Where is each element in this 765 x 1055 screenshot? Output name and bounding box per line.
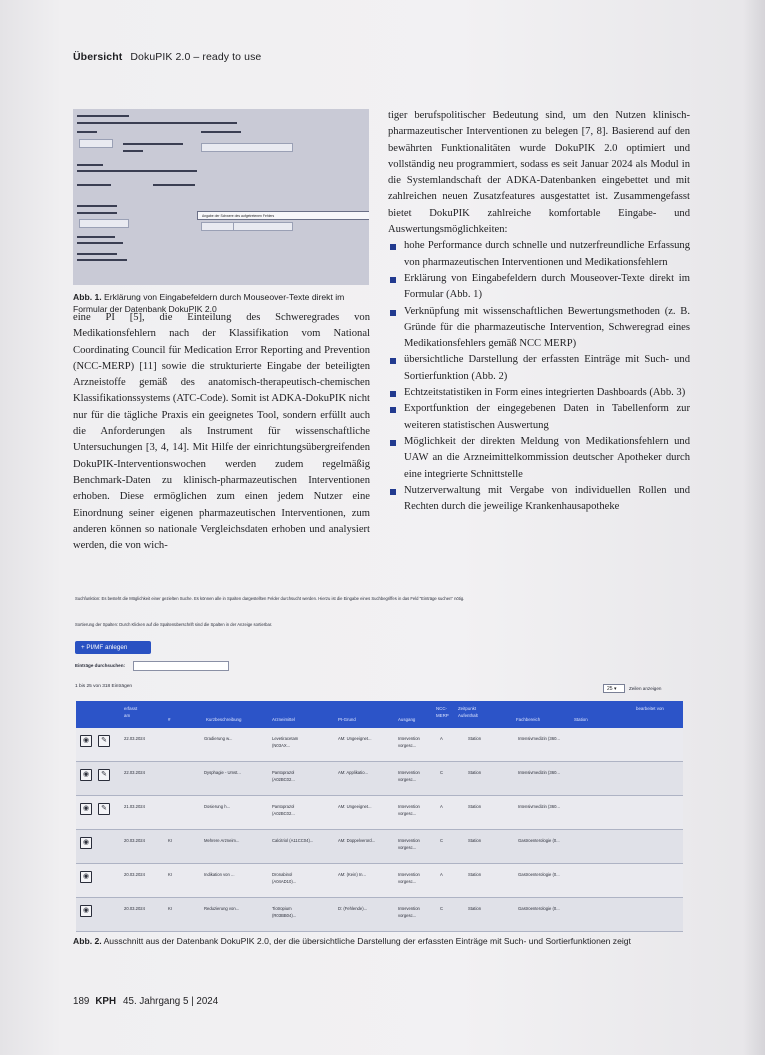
cell-ncc: C (440, 770, 444, 775)
body-paragraph: eine PI [5], die Einteilung des Schweregrades von Medikationsfehlern nach der Klassifikation vom National Coordinating Council für Medication Error Reporting and Prevention (NCC-MERP) [11] sowie die strukturierte Eingabe der beteiligten Arzneistoffe gemäß des anatomisch-therapeutisch-chemischen Klassifikationssystems (ATC-Code). Somit ist ADKA-DokuPIK nicht nur für die tägliche Praxis ein geeignetes Tool, sondern erfüllt auch die Anforderungen als Instrument für wissenschaftliche Untersuchungen [3, 4, 14]. Mit Hilfe der einrichtungsübergreifenden DokuPIK-Interventionswochen werden zudem regelmäßig Benchmark-Daten zu klinisch-pharmazeutischen Interventionen erhoben. Diese ermöglichen zum einen jedem Nutzer eine Einordnung seiner eigenen pharmazeutischen Interventionen, zum anderen können so nationale Vergleichsdaten erhoben und analysiert werden, die von wich- (73, 312, 370, 552)
figure-1-form-screenshot (73, 109, 369, 285)
view-icon[interactable]: ◉ (80, 769, 92, 781)
cell-flag: KI (168, 906, 172, 911)
cell-description: Dosierung h... (204, 804, 231, 809)
cell-department: Gastroenterologie (0... (518, 872, 560, 877)
edit-icon[interactable]: ✎ (98, 803, 110, 815)
issue-info: 45. Jahrgang 5 | 2024 (123, 996, 219, 1007)
cell-department: Gastroenterologie (0... (518, 906, 560, 911)
column-header[interactable]: erfasst am (124, 706, 138, 718)
cell-ncc: A (440, 872, 443, 877)
cell-stay: Station (468, 804, 482, 809)
entry-count: 1 bis 25 von 318 Einträgen (75, 684, 133, 689)
cell-ncc: C (440, 906, 444, 911)
cell-stay: Station (468, 838, 482, 843)
cell-date: 22.03.2024 (124, 736, 145, 741)
search-input[interactable] (133, 661, 229, 671)
cell-stay: Station (468, 906, 482, 911)
list-item: Echtzeitstatistiken in Form eines integrierten Dashboards (Abb. 3) (388, 385, 690, 401)
cell-drug: Calcitriol (A11CC04)... (272, 838, 314, 843)
view-icon[interactable]: ◉ (80, 871, 92, 883)
magazine-name: KPH (95, 996, 117, 1007)
cell-drug: Pantoprazol (A02BC02... (272, 770, 295, 782)
view-icon[interactable]: ◉ (80, 803, 92, 815)
column-header[interactable]: NCC-MERP (436, 706, 449, 718)
cell-flag: KI (168, 838, 172, 843)
view-icon[interactable]: ◉ (80, 905, 92, 917)
list-item: übersichtliche Darstellung der erfassten Einträge mit Such- und Sortierfunktion (Abb. 2) (388, 352, 690, 385)
left-column-text (73, 310, 370, 554)
cell-date: 21.03.2024 (124, 804, 145, 809)
cell-ncc: A (440, 736, 443, 741)
list-item: Möglichkeit der direkten Meldung von Medikationsfehlern und UAW an die Arzneimittelkommission deutscher Apotheker durch eine integrierte Schnittstelle (388, 434, 690, 483)
cell-description: Indikation von ... (204, 872, 235, 877)
column-header[interactable]: Fachbereich (516, 717, 541, 722)
list-item: Exportfunktion der eingegebenen Daten in Tabellenform zur weiteren statistischen Auswertung (388, 401, 690, 434)
search-note: Suchfunktion: Es besteht die Möglichkeit einer gezielten Suche. Es können alle in Spalten dargestellten Felder durchsucht werden. Hierzu ist die Eingabe eines Suchbegriffes in das Feld "Einträge suchen" nötig. (75, 596, 465, 601)
cell-reason: AM: Ungeeignet... (338, 804, 372, 809)
rows-per-page-value: 25 (607, 686, 613, 692)
cell-stay: Station (468, 736, 482, 741)
page-shadow (743, 0, 765, 1055)
cell-date: 20.03.2024 (124, 872, 145, 877)
cell-drug: Dronabinol (A04AD10)... (272, 872, 297, 884)
cell-outcome: Intervention vorgesc... (398, 906, 420, 918)
add-entry-button[interactable]: + PI/MF anlegen (75, 641, 151, 654)
cell-outcome: Intervention vorgesc... (398, 804, 420, 816)
page-number: 189 (73, 996, 90, 1007)
cell-outcome: Intervention vorgesc... (398, 736, 420, 748)
column-header[interactable]: Kurzbeschreibung (206, 717, 242, 722)
caption-label: Abb. 2. (73, 936, 102, 946)
column-header[interactable]: PI-Grund (338, 717, 356, 722)
cell-department: Intensivmedizin (360... (518, 804, 560, 809)
cell-outcome: Intervention vorgesc... (398, 838, 420, 850)
list-item: Nutzerverwaltung mit Vergabe von individuellen Rollen und Rechten durch die jeweilige Krankenhausapotheke (388, 483, 690, 516)
feature-list (388, 238, 690, 515)
cell-stay: Station (468, 770, 482, 775)
cell-department: Intensivmedizin (360... (518, 736, 560, 741)
entries-table (76, 701, 683, 932)
figure-2-table-screenshot (73, 594, 691, 926)
cell-ncc: A (440, 804, 443, 809)
column-header[interactable]: Arzneimittel (272, 717, 295, 722)
column-header[interactable]: Station (574, 717, 588, 722)
edit-icon[interactable]: ✎ (98, 735, 110, 747)
table-row (76, 898, 683, 932)
form-layout-lines (73, 109, 369, 285)
cell-description: Gradierung w... (204, 736, 233, 741)
table-row (76, 796, 683, 830)
cell-department: Gastroenterologie (0... (518, 838, 560, 843)
cell-description: Reduzierung von... (204, 906, 240, 911)
table-row (76, 728, 683, 762)
caption-text: Erklärung von Eingabefeldern durch Mouseover-Texte direkt im Formular der Datenbank DokuPIK 2.0 (73, 292, 345, 314)
cell-outcome: Intervention vorgesc... (398, 872, 420, 884)
rows-per-page-label: Zeilen anzeigen (629, 686, 662, 691)
caption-label: Abb. 1. (73, 292, 102, 302)
view-icon[interactable]: ◉ (80, 735, 92, 747)
cell-reason: AM: Ungeeignet... (338, 736, 372, 741)
cell-date: 20.03.2024 (124, 838, 145, 843)
cell-description: Mehrere Arzneim... (204, 838, 240, 843)
caption-text: Ausschnitt aus der Datenbank DokuPIK 2.0, der die übersichtliche Darstellung der erfassten Einträge mit Such- und Sortierfunktionen zeigt (103, 936, 631, 946)
cell-reason: D: (Fehlende)... (338, 906, 368, 911)
cell-drug: Tiotropium (R03BB04)... (272, 906, 297, 918)
page-footer (73, 996, 218, 1007)
cell-stay: Station (468, 872, 482, 877)
filter-label: Einträge durchsuchen: (75, 663, 126, 668)
cell-reason: AM: (Kein) In... (338, 872, 366, 877)
cell-ncc: C (440, 838, 444, 843)
cell-outcome: Intervention vorgesc... (398, 770, 420, 782)
table-row (76, 830, 683, 864)
column-header[interactable]: bearbeitet von (636, 706, 664, 711)
cell-date: 20.03.2024 (124, 906, 145, 911)
mouseover-tooltip: Angabe der Schwere des aufgetretenen Fehlers (197, 211, 369, 220)
cell-date: 22.03.2024 (124, 770, 145, 775)
body-paragraph: tiger berufspolitischer Bedeutung sind, um den Nutzen klinisch-pharmazeutischer Interventionen zu belegen [7, 8]. Basierend auf den bewährten Funktionalitäten wurde DokuPIK 2.0 optimiert und vollständig neu programmiert, sodass es seit Januar 2024 als Modul in die Systemlandschaft der ADKA-Datenbanken eingebettet und mit zahlreichen neuen Zusatzfeatures ausgestattet ist. Zusammengefasst bietet DokuPIK zahlreiche komfortable Eingabe- und Auswertungsmöglichkeiten: (388, 110, 690, 236)
running-title: DokuPIK 2.0 – ready to use (130, 51, 262, 63)
view-icon[interactable]: ◉ (80, 837, 92, 849)
column-header[interactable]: Zeitpunkt Aufenthalt (458, 706, 478, 718)
cell-drug: Levetiracetam (N03AX... (272, 736, 299, 748)
cell-description: Dysphagie - Umst... (204, 770, 241, 775)
table-header (76, 701, 683, 728)
cell-flag: KI (168, 872, 172, 877)
running-head (73, 51, 261, 63)
edit-icon[interactable]: ✎ (98, 769, 110, 781)
rows-per-page-select[interactable]: 25 ▾ (603, 684, 625, 693)
cell-department: Intensivmedizin (360... (518, 770, 560, 775)
cell-reason: AM: Applikatio... (338, 770, 369, 775)
list-item: Verknüpfung mit wissenschaftlichen Bewertungsmethoden (z. B. Gründe für die pharmazeutische Intervention, Schweregrad eines Medikationsfehlers gemäß NCC MERP) (388, 304, 690, 353)
column-header[interactable]: # (168, 717, 171, 722)
table-row (76, 864, 683, 898)
section-label: Übersicht (73, 51, 123, 63)
cell-drug: Pantoprazol (A02BC02... (272, 804, 295, 816)
list-item: Erklärung von Eingabefeldern durch Mouseover-Texte direkt im Formular (Abb. 1) (388, 271, 690, 304)
figure-2-caption (73, 935, 693, 947)
cell-reason: AM: Doppelverord... (338, 838, 376, 843)
right-column-text (388, 108, 690, 515)
list-item: hohe Performance durch schnelle und nutzerfreundliche Erfassung von pharmazeutischen Interventionen und Medikationsfehlern (388, 238, 690, 271)
table-row (76, 762, 683, 796)
column-header[interactable]: Ausgang (398, 717, 416, 722)
sort-note: Sortierung der Spalten: Durch Klicken auf die Spaltenüberschrift sind die Spalten in der Anzeige sortierbar. (75, 622, 273, 627)
